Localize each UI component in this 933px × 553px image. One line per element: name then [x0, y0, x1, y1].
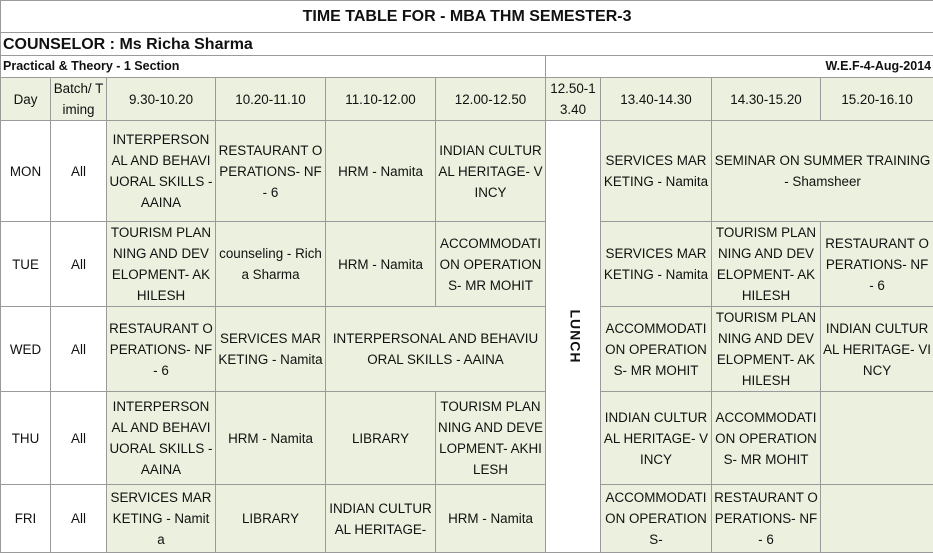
table-row-tue — [1, 222, 933, 307]
page-title: TIME TABLE FOR - MBA THM SEMESTER-3 — [1, 1, 933, 33]
class-cell: INDIAN CULTURAL HERITAGE- VINCY — [601, 392, 712, 485]
class-cell: SERVICES MARKETING - Namita — [601, 222, 712, 307]
header-slot-7: 14.30-15.20 — [712, 78, 821, 121]
day-cell: THU — [1, 392, 51, 485]
header-slot-2: 10.20-11.10 — [216, 78, 326, 121]
class-cell: RESTAURANT OPERATIONS- NF - 6 — [107, 307, 216, 392]
class-cell-seminar: SEMINAR ON SUMMER TRAINING - Shamsheer — [712, 121, 933, 222]
day-cell: FRI — [1, 485, 51, 553]
counselor-name: COUNSELOR : Ms Richa Sharma — [1, 33, 933, 56]
batch-cell: All — [51, 392, 107, 485]
class-cell: INDIAN CULTURAL HERITAGE- — [326, 485, 436, 553]
class-cell: LIBRARY — [326, 392, 436, 485]
class-cell: INTERPERSONAL AND BEHAVIUORAL SKILLS - AAINA — [107, 121, 216, 222]
lunch-cell — [546, 121, 601, 553]
class-cell: INDIAN CULTURAL HERITAGE- VINCY — [821, 307, 933, 392]
header-batch-timing: Batch/ Timing — [51, 78, 107, 121]
day-cell: WED — [1, 307, 51, 392]
table-row-wed — [1, 307, 933, 392]
batch-cell: All — [51, 222, 107, 307]
header-row — [1, 78, 933, 121]
class-cell: INDIAN CULTURAL HERITAGE- VINCY — [436, 121, 546, 222]
class-cell-empty — [821, 485, 933, 553]
class-cell: INTERPERSONAL AND BEHAVIUORAL SKILLS - AAINA — [326, 307, 546, 392]
class-cell: TOURISM PLANNING AND DEVELOPMENT- AKHILESH — [712, 222, 821, 307]
class-cell: HRM - Namita — [326, 222, 436, 307]
table-row-mon — [1, 121, 933, 222]
class-cell: HRM - Namita — [216, 392, 326, 485]
class-cell: SERVICES MARKETING - Namita — [216, 307, 326, 392]
header-slot-1: 9.30-10.20 — [107, 78, 216, 121]
day-cell: MON — [1, 121, 51, 222]
class-cell: RESTAURANT OPERATIONS- NF - 6 — [712, 485, 821, 553]
lunch-label: LUNCH — [567, 309, 584, 364]
class-cell: TOURISM PLANNING AND DEVELOPMENT- AKHILESH — [436, 392, 546, 485]
class-cell: HRM - Namita — [326, 121, 436, 222]
class-cell: RESTAURANT OPERATIONS- NF - 6 — [821, 222, 933, 307]
class-cell: TOURISM PLANNING AND DEVELOPMENT- AKHILESH — [712, 307, 821, 392]
header-slot-4: 12.00-12.50 — [436, 78, 546, 121]
class-cell-empty — [821, 392, 933, 485]
table-row-fri — [1, 485, 933, 553]
batch-cell: All — [51, 121, 107, 222]
wef-date: W.E.F-4-Aug-2014 — [546, 56, 933, 78]
class-cell: ACCOMMODATION OPERATIONS- MR MOHIT — [712, 392, 821, 485]
header-slot-lunch: 12.50-13.40 — [546, 78, 601, 121]
class-cell: SERVICES MARKETING - Namita — [601, 121, 712, 222]
day-cell: TUE — [1, 222, 51, 307]
header-slot-3: 11.10-12.00 — [326, 78, 436, 121]
batch-cell: All — [51, 307, 107, 392]
class-cell: HRM - Namita — [436, 485, 546, 553]
class-cell: ACCOMMODATION OPERATIONS- — [601, 485, 712, 553]
class-cell: LIBRARY — [216, 485, 326, 553]
class-cell: ACCOMMODATION OPERATIONS- MR MOHIT — [436, 222, 546, 307]
batch-cell: All — [51, 485, 107, 553]
table-row-thu — [1, 392, 933, 485]
section-info: Practical & Theory - 1 Section — [1, 56, 546, 78]
class-cell: TOURISM PLANNING AND DEVELOPMENT- AKHILESH — [107, 222, 216, 307]
class-cell: INTERPERSONAL AND BEHAVIUORAL SKILLS - AAINA — [107, 392, 216, 485]
class-cell: SERVICES MARKETING - Namita — [107, 485, 216, 553]
class-cell: ACCOMMODATION OPERATIONS- MR MOHIT — [601, 307, 712, 392]
header-day: Day — [1, 78, 51, 121]
header-slot-8: 15.20-16.10 — [821, 78, 933, 121]
class-cell: counseling - Richa Sharma — [216, 222, 326, 307]
header-slot-6: 13.40-14.30 — [601, 78, 712, 121]
class-cell: RESTAURANT OPERATIONS- NF - 6 — [216, 121, 326, 222]
